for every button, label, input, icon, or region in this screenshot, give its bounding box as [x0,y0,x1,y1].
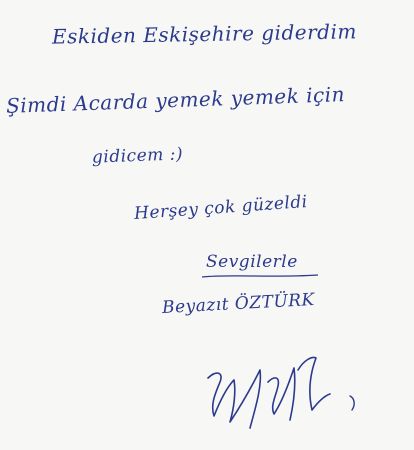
note-line-6: Beyazıt ÖZTÜRK [161,290,316,318]
sign-off-underline [200,272,320,280]
note-line-5: Sevgilerle [206,252,298,272]
note-line-4: Herşey çok güzeldi [133,191,309,225]
note-line-2: Şimdi Acarda yemek yemek için [5,82,346,118]
note-line-3: gidicem :) [91,144,184,168]
note-line-1: Eskiden Eskişehire giderdim [51,19,358,49]
handwritten-signature [190,330,380,440]
